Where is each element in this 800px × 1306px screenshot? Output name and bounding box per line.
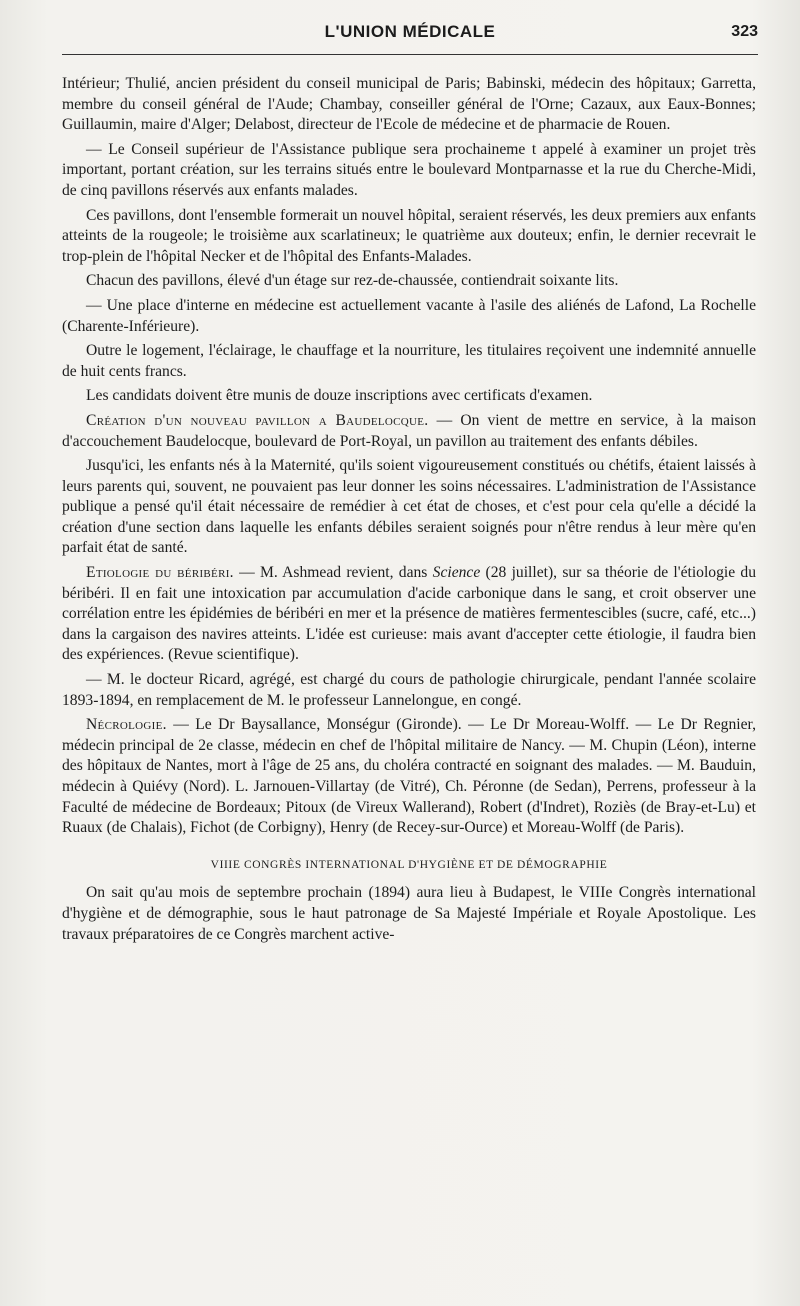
congress-heading: VIIIE CONGRÈS INTERNATIONAL D'HYGIÈNE ET DE DÉMOGRAPHIE [210,858,608,871]
paragraph-intern-vacancy: — Une place d'interne en médecine est actuellement vacante à l'asile des aliénés de Lafond, La Rochelle (Charente-Inférieure). [62,296,756,335]
paragraph-pavilions-beds: Chacun des pavillons, élevé d'un étage sur rez-de-chaussée, contiendrait soixante lits. [86,272,619,290]
article-body [62,74,756,949]
beriberi-text-start: — M. Ashmead revient, dans [233,564,433,582]
paragraph-pavilions-allocation: Ces pavillons, dont l'ensemble formerait un nouvel hôpital, seraient réservés, les deux premiers aux enfants atteints de la rougeole; le troisième aux scarlatineux; le quatrième aux douteux; enfin, le dernier recevrait le trop-plein de l'hôpital Necker et de l'hôpital des Enfants-Malades. [62,206,756,265]
necrology-text: — Le Dr Baysallance, Monségur (Gironde). — Le Dr Moreau-Wolff. — Le Dr Regnier, médecin principal de 2e classe, médecin en chef de l'hôpital militaire de Nancy. — M. Chupin (Léon), interne des hôpitaux de Nantes, mort à l'âge de 25 ans, du choléra contracté en soignant des malades. — M. Bauduin, médecin à Quiévy (Nord). L. Jarnouen-Villartay (de Vitré), Ch. Péronne (de Sedan), Perrens, professeur à la Faculté de médecine de Bordeaux; Pitoux (de Vireux Wallerand), Robert (d'Indret), Roziès (de Bray-et-Lu) et Ruaux (de Chalais), Fichot (de Corbigny), Henry (de Recey-sur-Ource) et Moreau-Wolff (de Paris). [62,716,756,837]
paragraph-necrology [62,715,756,839]
beriberi-text-end: (28 juillet), sur sa théorie de l'étiologie du béribéri. Il en fait une intoxication par accumulation d'acide carbonique dans le sang, et croit observer une corrélation entre les épidémies de béribéri en mer et la présence de matières fermentescibles (sucre, café, etc...) dans la cargaison des navires atteints. L'idée est curieuse: mais avant d'accepter cette étiologie, il faudra bien des expériences. (Revue scientifique). [62,564,756,664]
paragraph-assistance-publique-project: — Le Conseil supérieur de l'Assistance publique sera prochaineme t appelé à examiner un projet très important, portant création, sur les terrains situés entre le boulevard Montparnasse et la rue du Cherche-Midi, de cinq pavillons réservés aux enfants malades. [62,140,756,199]
paragraph-baudelocque-pavilion [62,411,756,452]
paragraph-candidate-requirements: Les candidats doivent être munis de douze inscriptions avec certificats d'examen. [86,387,593,405]
section-title-necrology: Nécrologie. [86,716,167,734]
paragraph-beriberi-etiology [62,563,756,666]
paragraph-intern-benefits: Outre le logement, l'éclairage, le chauffage et la nourriture, les titulaires reçoivent une indemnité annuelle de huit cents francs. [62,342,756,380]
journal-title: Science [432,564,481,582]
page-number: 323 [731,23,758,40]
paragraph-ricard-course: — M. le docteur Ricard, agrégé, est chargé du cours de pathologie chirurgicale, pendant l'année scolaire 1893-1894, en remplacement de M. le professeur Lannelongue, en congé. [62,671,756,709]
page-header [62,14,758,55]
running-title: L'UNION MÉDICALE [324,22,496,41]
section-title-baudelocque: Création d'un nouveau pavillon a Baudelocque. [86,411,429,429]
section-title-beriberi: Etiologie du béribéri. [86,564,234,582]
paragraph-appointments-continued: Intérieur; Thulié, ancien président du conseil municipal de Paris; Babinski, médecin des hôpitaux; Garretta, membre du conseil général de l'Aude; Chambay, conseiller général de l'Orne; Cazaux, aux Eaux-Bonnes; Guillaumin, maire d'Alger; Delabost, directeur de l'Ecole de médecine et de pharmacie de Rouen. [62,75,756,134]
paragraph-maternity-children: Jusqu'ici, les enfants nés à la Maternité, qu'ils soient vigoureusement constitués ou chétifs, étaient laissés à leurs parents qui, souvent, ne pouvaient pas leur donner les soins nécessaires. L'administration de l'Assistance publique a pensé qu'il était nécessaire de remédier à cet état de choses, et c'est pour cela qu'elle a décidé la création d'une section dans laquelle les enfants débiles seraient soignés pour n'être rendus à leur mère qu'en parfait état de santé. [62,457,756,557]
paragraph-congress-budapest: On sait qu'au mois de septembre prochain (1894) aura lieu à Budapest, le VIIIe Congrès international d'hygiène et de démographie, sous le haut patronage de Sa Majesté Impériale et Royale Apostolique. Les travaux préparatoires de ce Congrès marchent active- [62,884,756,943]
baudelocque-text: — On vient de mettre en service, à la maison d'accouchement Baudelocque, boulevard de Port-Royal, un pavillon au traitement des enfants débiles. [62,411,757,450]
